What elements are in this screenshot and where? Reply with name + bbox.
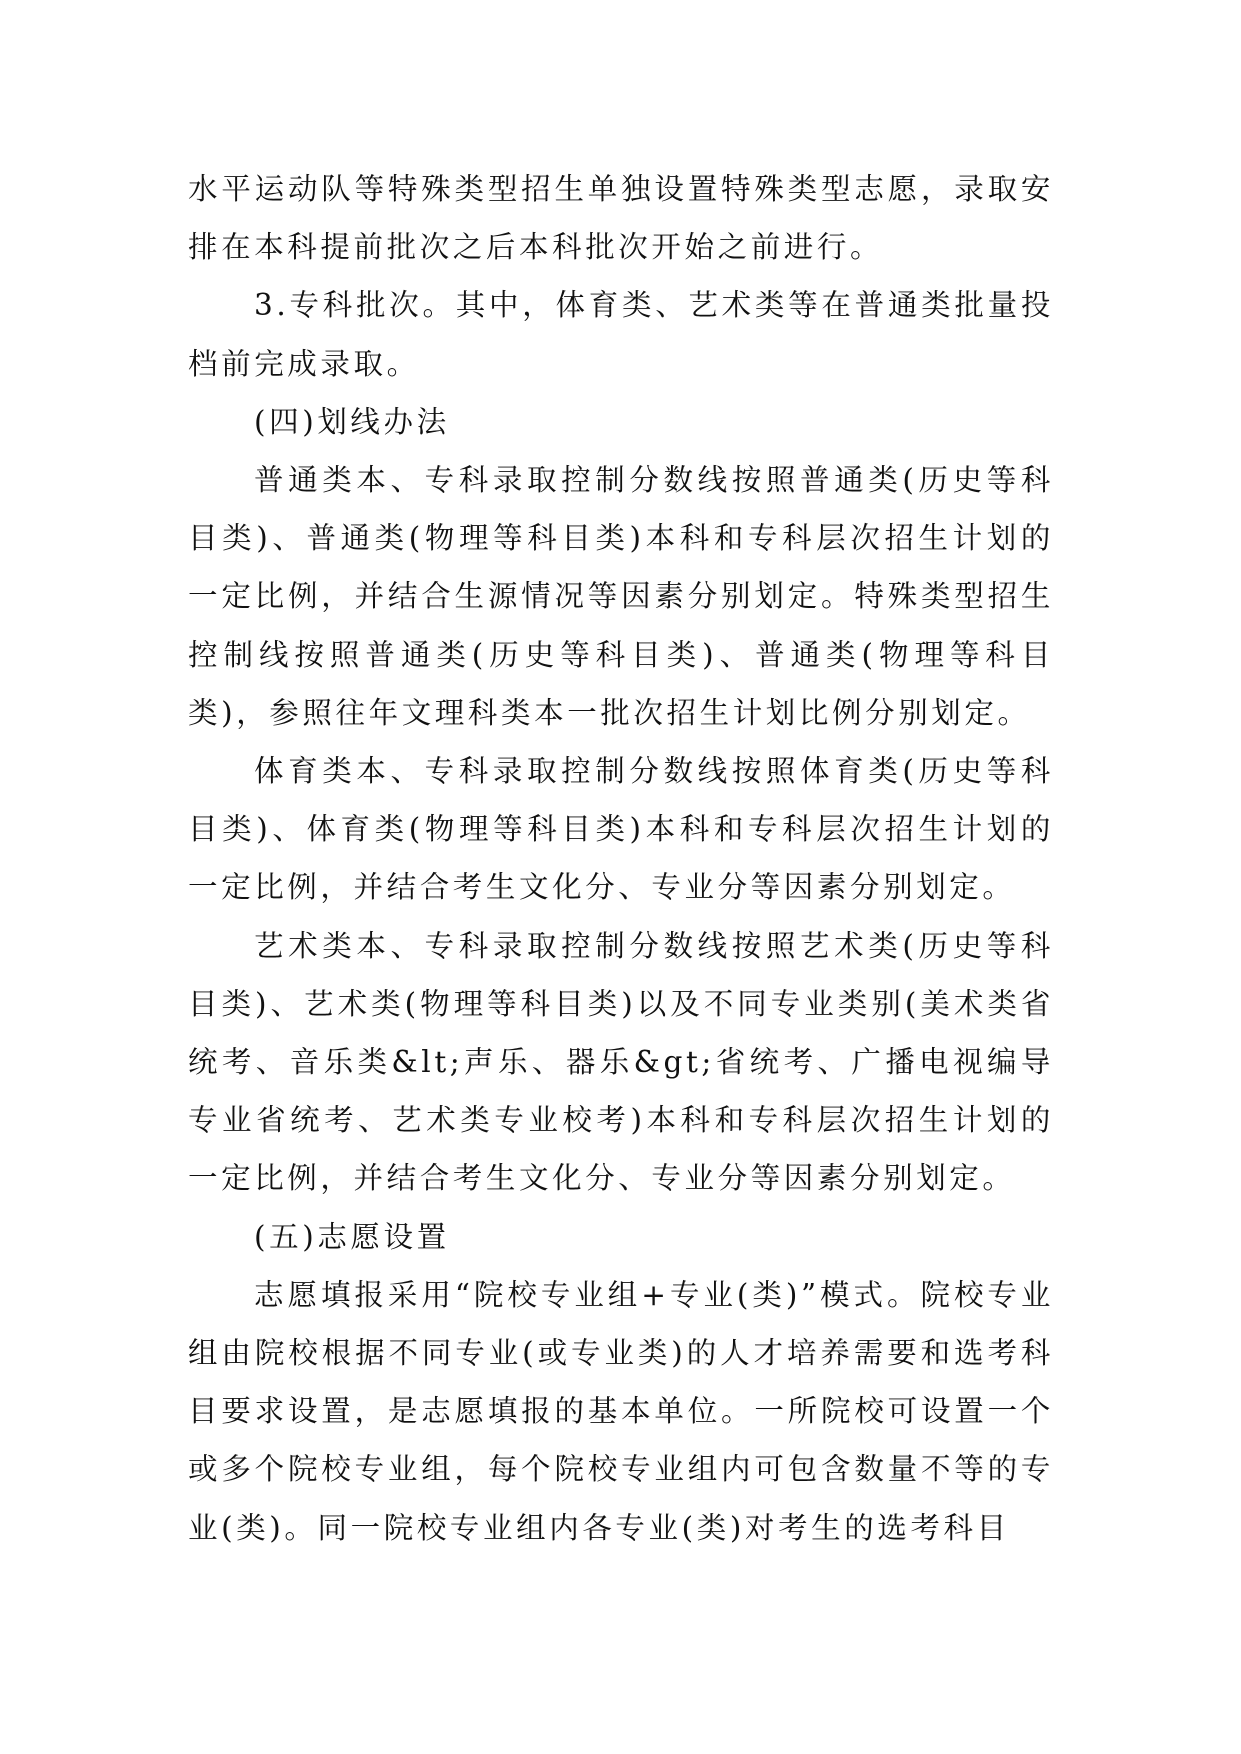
- paragraph-junior-college-batch: 3.专科批次。其中，体育类、艺术类等在普通类批量投档前完成录取。: [188, 288, 1054, 381]
- paragraph-sports-score-line: 体育类本、专科录取控制分数线按照体育类(历史等科目类)、体育类(物理等科目类)本科和专科层次招生计划的一定比例，并结合考生文化分、专业分等因素分别划定。: [188, 754, 1054, 905]
- heading-volunteer-settings: (五)志愿设置: [254, 1219, 450, 1254]
- paragraph-volunteer-mode: 志愿填报采用“院校专业组+专业(类)”模式。院校专业组由院校根据不同专业(或专业类)的人才培养需要和选考科目要求设置，是志愿填报的基本单位。一所院校可设置一个或多个院校专业组，每个院校专业组内可包含数量不等的专业(类)。同一院校专业组内各专业(类)对考生的选考科目: [188, 1277, 1054, 1545]
- paragraph-special-admission: 水平运动队等特殊类型招生单独设置特殊类型志愿，录取安排在本科提前批次之后本科批次开始之前进行。: [188, 172, 1054, 265]
- paragraph-arts-score-line: 艺术类本、专科录取控制分数线按照艺术类(历史等科目类)、艺术类(物理等科目类)以及不同专业类别(美术类省统考、音乐类&lt;声乐、器乐&gt;省统考、广播电视编导专业省统考、艺术类专业校考)本科和专科层次招生计划的一定比例，并结合考生文化分、专业分等因素分别划定。: [188, 928, 1054, 1196]
- document-page: [188, 160, 1054, 1557]
- paragraph-general-score-line: 普通类本、专科录取控制分数线按照普通类(历史等科目类)、普通类(物理等科目类)本科和专科层次招生计划的一定比例，并结合生源情况等因素分别划定。特殊类型招生控制线按照普通类(历史等科目类)、普通类(物理等科目类)，参照往年文理科类本一批次招生计划比例分别划定。: [188, 463, 1054, 730]
- heading-score-line-method: (四)划线办法: [254, 404, 450, 439]
